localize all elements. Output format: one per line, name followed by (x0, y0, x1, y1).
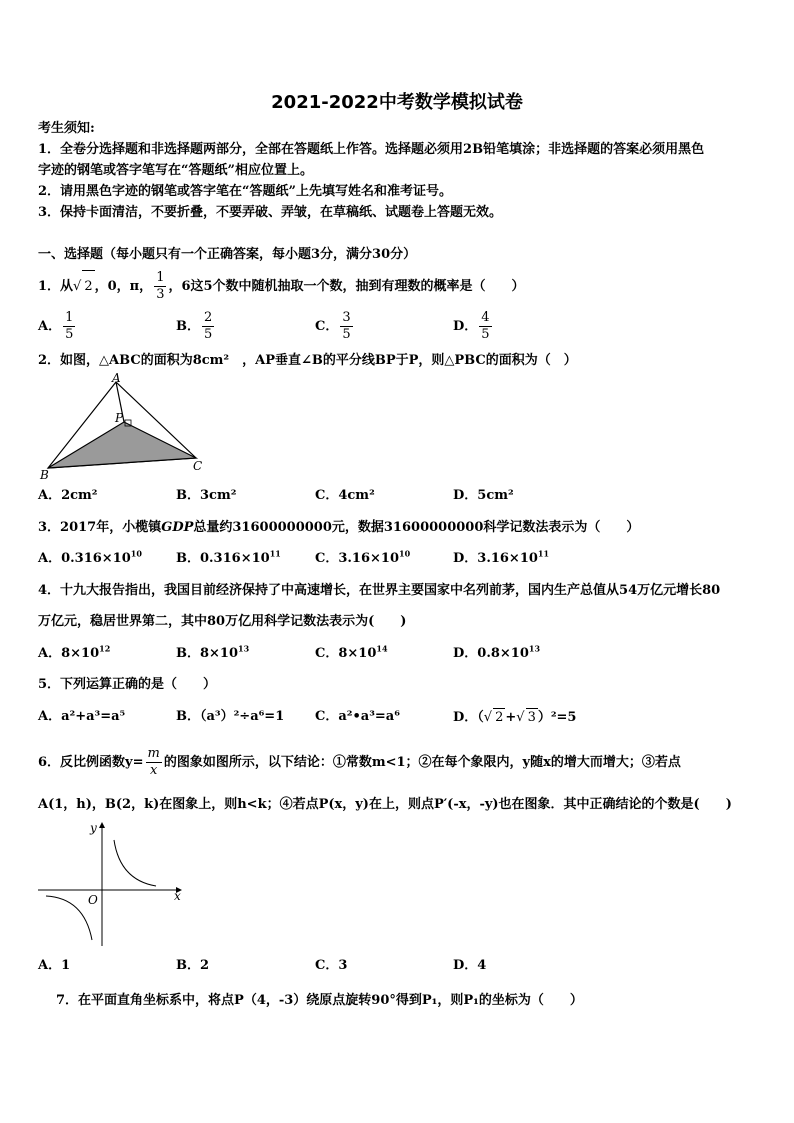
q1-frac-den: 3 (156, 287, 165, 302)
q6-pre: 6．反比例函数y= (38, 755, 144, 770)
q5-option-d[interactable] (453, 708, 576, 727)
q4-option-b[interactable] (176, 645, 249, 663)
frac-num: 1 (65, 310, 74, 325)
page-title: 2021-2022中考数学模拟试卷 (271, 92, 523, 113)
q6-option-a[interactable]: A．1 (38, 958, 71, 973)
q3-option-b[interactable] (176, 550, 281, 568)
q1-pre: 1．从 (38, 279, 74, 294)
option-exponent: 10 (399, 548, 411, 559)
x-axis-label: x (174, 889, 181, 903)
q6-option-d[interactable]: D．4 (453, 958, 487, 973)
frac-den: x (149, 763, 158, 778)
q3-gdp: GDP (161, 520, 194, 535)
q3-option-a[interactable] (38, 550, 142, 568)
q1-sqrt: 2 (82, 270, 94, 303)
frac-num: 4 (481, 310, 490, 325)
frac-den: 5 (65, 327, 74, 342)
label-b: B (40, 468, 49, 482)
question-5: 5．下列运算正确的是（ ） (38, 677, 217, 692)
triangle-pbc (48, 422, 196, 468)
notice-item: 2．请用黑色字迹的钢笔或答字笔在“答题纸”上先填写姓名和准考证号。 (38, 184, 453, 199)
q1-option-d[interactable] (453, 310, 494, 343)
option-exponent: 14 (376, 643, 388, 654)
q4-option-c[interactable] (315, 645, 388, 663)
option-fraction (63, 310, 75, 343)
option-exponent: 13 (238, 643, 250, 654)
q1-option-a[interactable] (38, 310, 77, 343)
frac-den: 5 (481, 327, 490, 342)
option-label: C． (315, 319, 339, 334)
option-exponent: 11 (537, 548, 550, 559)
question-2: 2．如图，△ABC的面积为8cm² ，AP垂直∠B的平分线BP于P，则△PBC的面积为（ ） (38, 353, 577, 368)
q1-mid: ，0，π， (94, 279, 153, 294)
q3-option-c[interactable] (315, 550, 410, 568)
q6-fraction (146, 746, 162, 779)
q1-frac-num: 1 (156, 270, 165, 285)
q2-option-b[interactable]: B．3cm² (176, 488, 237, 503)
notice-item: 3．保持卡面清洁，不要折叠，不要弄破、弄皱，在草稿纸、试题卷上答题无效。 (38, 205, 503, 220)
sqrt-symbol: √ (516, 710, 525, 725)
frac-num: 3 (342, 310, 351, 325)
option-label: D．0.8×10 (453, 646, 529, 661)
option-label: B．8×10 (176, 646, 239, 661)
q4-option-d[interactable] (453, 645, 540, 663)
label-c: C (193, 459, 203, 473)
option-label: B． (176, 319, 200, 334)
sqrt-value: 3 (527, 710, 536, 725)
q5-option-a[interactable]: A．a²+a³=a⁵ (38, 709, 126, 724)
question-6-line-2: A(1，h)，B(2，k)在图象上，则h<k；④若点P(x，y)在上，则点P′(-x，-y)也在图象．其中正确结论的个数是( ) (38, 797, 732, 812)
q3-pre: 3．2017年，小榄镇 (38, 520, 162, 535)
option-label: D．（ (453, 710, 484, 725)
y-axis-arrow (99, 822, 105, 828)
label-p: P (115, 411, 124, 425)
question-7: 7．在平面直角坐标系中，将点P（4，-3）绕原点旋转90°得到P₁，则P₁的坐标为（ ） (56, 993, 583, 1008)
option-label: D． (453, 319, 478, 334)
option-tail: ）²=5 (537, 710, 577, 725)
option-exponent: 10 (130, 548, 142, 559)
q4-option-a[interactable] (38, 645, 110, 663)
plus-sign: + (505, 710, 517, 725)
hyperbola-branch-1 (114, 840, 156, 886)
option-label: C．3.16×10 (315, 551, 399, 566)
sqrt-symbol: √ (483, 710, 493, 725)
option-fraction (340, 310, 352, 343)
q1-fraction (154, 270, 166, 303)
question-6-line-1 (38, 746, 681, 779)
hyperbola-branch-2 (46, 896, 92, 940)
q6-option-b[interactable]: B．2 (176, 958, 210, 973)
label-a: A (112, 372, 121, 385)
option-exponent: 12 (99, 643, 111, 654)
section-heading: 一、选择题（每小题只有一个正确答案，每小题3分，满分30分） (38, 247, 417, 262)
sqrt-symbol: √ (73, 279, 82, 294)
q2-option-d[interactable]: D．5cm² (453, 488, 514, 503)
option-label: A．8×10 (38, 646, 100, 661)
q5-option-b[interactable]: B．（a³）²÷a⁶=1 (176, 709, 285, 724)
option-label: A． (38, 319, 62, 334)
hyperbola-graph (36, 818, 186, 950)
option-label: C．8×10 (315, 646, 377, 661)
q1-option-b[interactable] (176, 310, 216, 343)
q1-post: ，6这5个数中随机抽取一个数，抽到有理数的概率是（ ） (168, 279, 525, 294)
y-axis-label: y (90, 821, 97, 835)
option-label: D．3.16×10 (453, 551, 538, 566)
q3-option-d[interactable] (453, 550, 549, 568)
option-label: B．0.316×10 (176, 551, 270, 566)
notice-heading: 考生须知: (38, 121, 95, 136)
question-4-line-1: 4．十九大报告指出，我国目前经济保持了中高速增长，在世界主要国家中名列前茅，国内生产总值从54万亿元增长80 (38, 583, 721, 598)
q6-post: 的图象如图所示，以下结论：①常数m<1；②在每个象限内，y随x的增大而增大；③若点 (163, 755, 681, 770)
option-fraction (479, 310, 491, 343)
option-exponent: 13 (528, 643, 541, 654)
notice-item: 1．全卷分选择题和非选择题两部分，全部在答题纸上作答。选择题必须用2B铅笔填涂；非选择题的答案必须用黑色 (38, 142, 705, 157)
origin-label: O (88, 893, 98, 907)
question-4-line-2: 万亿元，稳居世界第二，其中80万亿用科学记数法表示为( ) (38, 614, 407, 629)
question-3 (38, 519, 639, 537)
q2-option-a[interactable]: A．2cm² (38, 488, 98, 503)
frac-num: m (147, 746, 160, 761)
option-fraction (202, 310, 214, 343)
frac-den: 5 (204, 327, 213, 342)
notice-item: 字迹的钢笔或答字笔写在“答题纸”相应位置上。 (38, 163, 313, 178)
frac-den: 5 (342, 327, 351, 342)
q2-option-c[interactable]: C．4cm² (315, 488, 375, 503)
question-1 (38, 270, 525, 303)
q1-option-c[interactable] (315, 310, 355, 343)
option-exponent: 11 (269, 548, 281, 559)
frac-num: 2 (204, 310, 213, 325)
option-label: A．0.316×10 (38, 551, 131, 566)
triangle-figure (36, 372, 216, 482)
q5-option-c[interactable]: C．a²•a³=a⁶ (315, 709, 400, 724)
sqrt-value: 2 (495, 710, 504, 725)
q3-post: 总量约31600000000元，数据31600000000科学记数法表示为（ ） (193, 520, 640, 535)
q6-option-c[interactable]: C．3 (315, 958, 348, 973)
